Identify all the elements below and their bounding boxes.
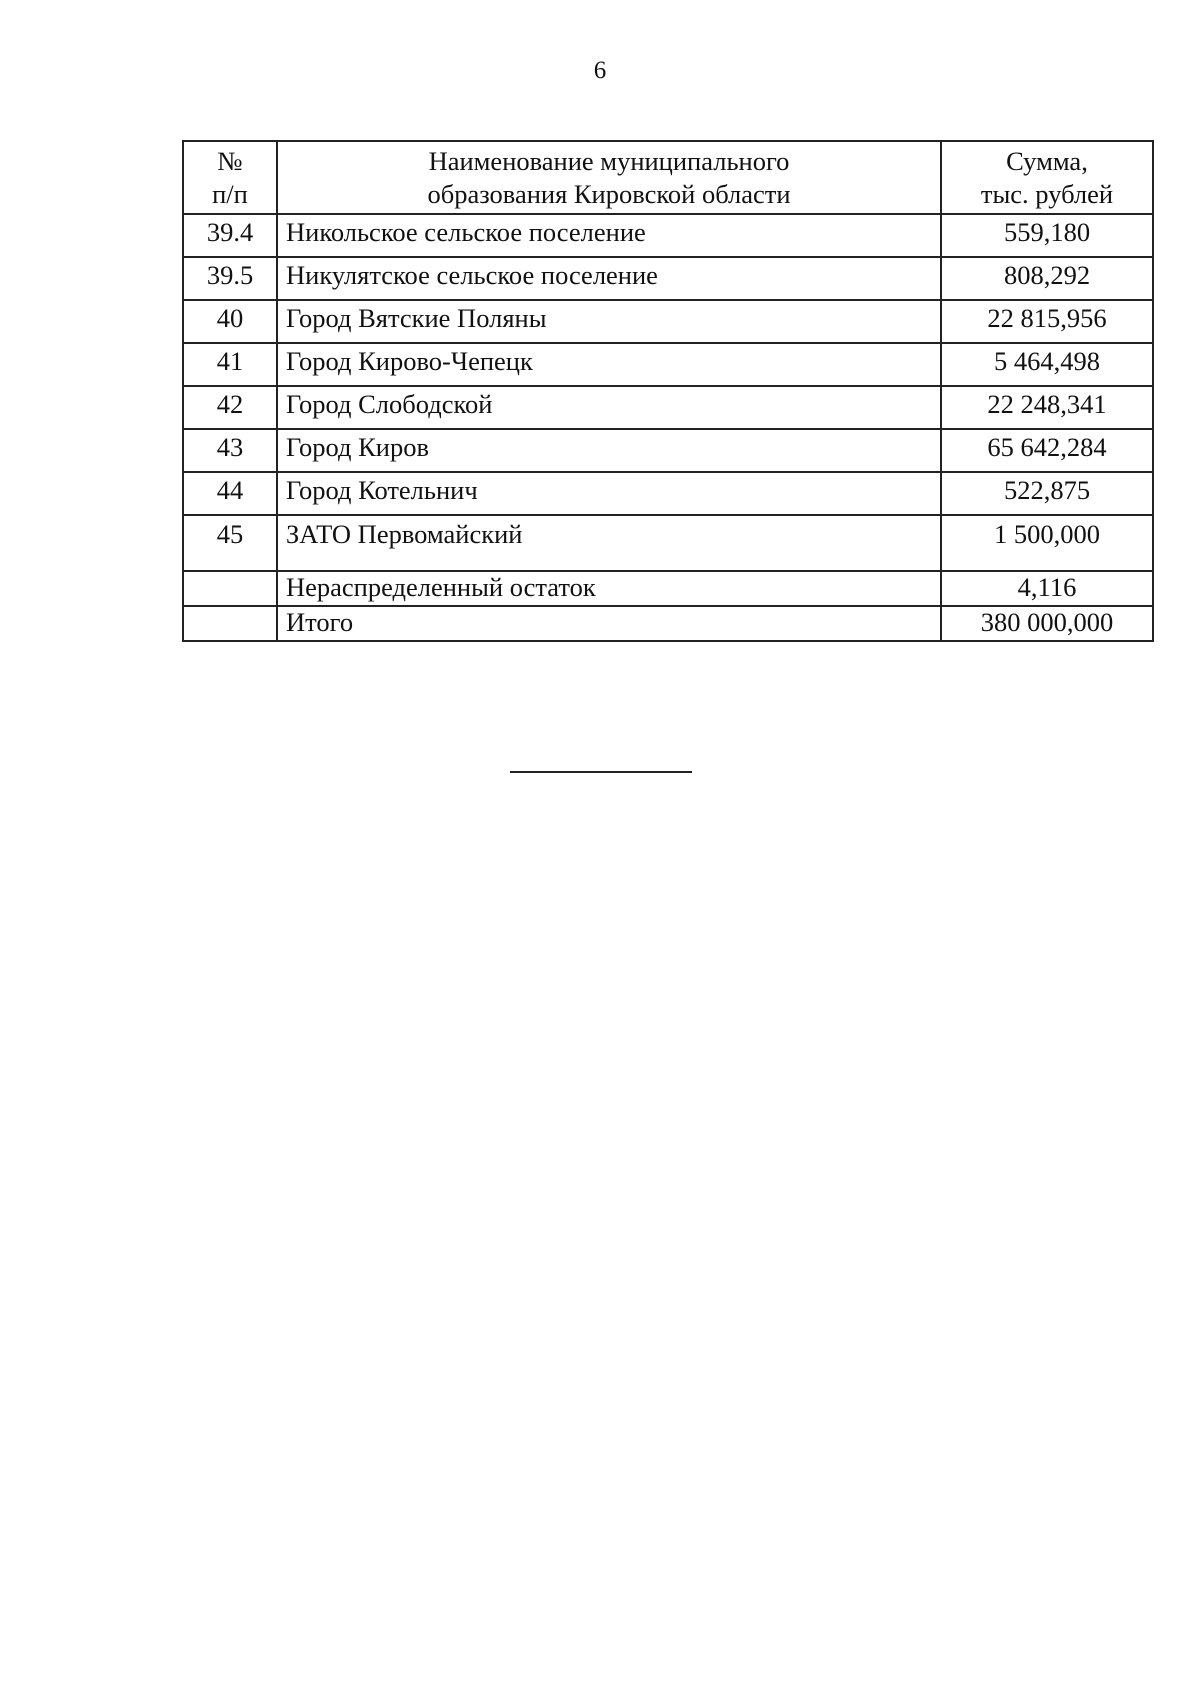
row-number: 43: [183, 429, 277, 472]
allocation-table: [182, 140, 1154, 642]
row-municipality: Никольское сельское поселение: [277, 214, 941, 257]
row-number: 42: [183, 386, 277, 429]
row-sum: 65 642,284: [941, 429, 1153, 472]
table-row: [183, 386, 1153, 429]
header-municipality: [277, 141, 941, 214]
row-sum: 1 500,000: [941, 515, 1153, 571]
table-row: [183, 214, 1153, 257]
row-sum: 22 815,956: [941, 300, 1153, 343]
end-of-document-rule: [510, 771, 692, 773]
row-municipality: Город Кирово-Чепецк: [277, 343, 941, 386]
page-number: 6: [593, 57, 607, 84]
row-sum: 4,116: [941, 571, 1153, 606]
row-sum: 22 248,341: [941, 386, 1153, 429]
table-row: [183, 571, 1153, 606]
row-municipality: Нераспределенный остаток: [277, 571, 941, 606]
table-row: [183, 257, 1153, 300]
row-sum: 522,875: [941, 472, 1153, 515]
row-number: 39.5: [183, 257, 277, 300]
header-sum-line2: тыс. рублей: [980, 179, 1114, 209]
row-number: [183, 571, 277, 606]
table-row: [183, 429, 1153, 472]
header-sum: [941, 141, 1153, 214]
header-number-line1: №: [217, 146, 243, 176]
row-municipality: Город Слободской: [277, 386, 941, 429]
total-row: [183, 606, 1153, 641]
row-municipality: Город Котельнич: [277, 472, 941, 515]
row-municipality: Город Киров: [277, 429, 941, 472]
header-municipality-line2: образования Кировской области: [427, 179, 791, 209]
table-row: [183, 515, 1153, 571]
table-header-row: [183, 141, 1153, 214]
row-number: [183, 606, 277, 641]
header-sum-line1: Сумма,: [1006, 146, 1088, 176]
row-municipality: Итого: [277, 606, 941, 641]
header-number: [183, 141, 277, 214]
row-number: 45: [183, 515, 277, 571]
row-number: 39.4: [183, 214, 277, 257]
header-number-line2: п/п: [212, 179, 248, 209]
row-number: 40: [183, 300, 277, 343]
table-row: [183, 472, 1153, 515]
row-sum: 559,180: [941, 214, 1153, 257]
row-sum: 5 464,498: [941, 343, 1153, 386]
row-sum: 808,292: [941, 257, 1153, 300]
row-municipality: ЗАТО Первомайский: [277, 515, 941, 571]
table-row: [183, 300, 1153, 343]
table-row: [183, 343, 1153, 386]
row-number: 41: [183, 343, 277, 386]
row-number: 44: [183, 472, 277, 515]
row-municipality: Город Вятские Поляны: [277, 300, 941, 343]
row-sum: 380 000,000: [941, 606, 1153, 641]
row-municipality: Никулятское сельское поселение: [277, 257, 941, 300]
header-municipality-line1: Наименование муниципального: [428, 146, 790, 176]
